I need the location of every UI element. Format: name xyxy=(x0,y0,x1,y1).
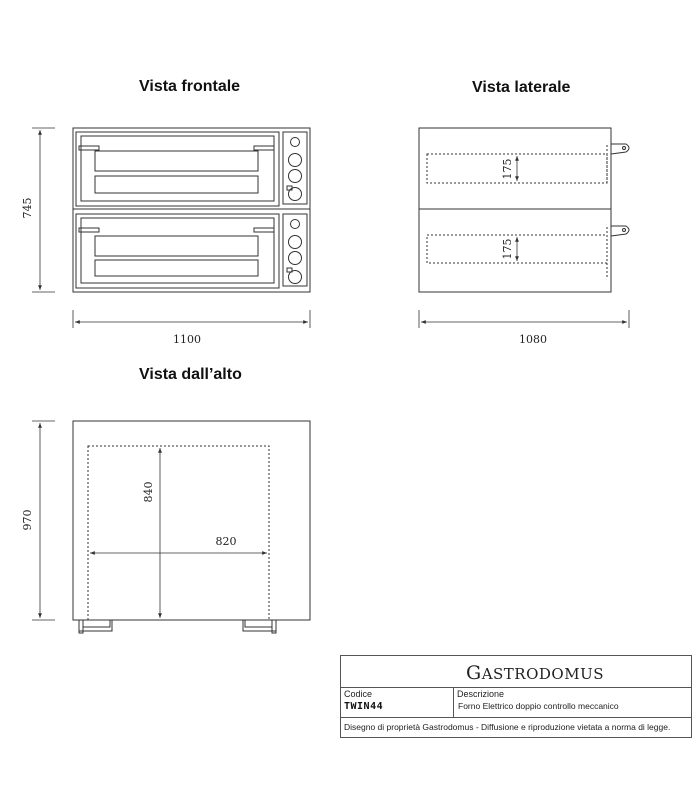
side-depth-dimension xyxy=(419,310,629,328)
top-depth-dimension xyxy=(32,421,55,620)
front-width-label: 1100 xyxy=(173,333,201,346)
front-feet xyxy=(79,620,276,633)
code-value: TWIN44 xyxy=(344,701,384,712)
description-value: Forno Elettrico doppio controllo meccanico xyxy=(458,701,619,711)
side-view xyxy=(419,128,629,292)
front-width-dimension xyxy=(73,310,310,328)
code-label: Codice xyxy=(344,689,373,699)
title-block xyxy=(340,655,692,738)
front-height-dimension xyxy=(32,128,55,292)
upper-oven-door xyxy=(76,132,279,206)
code-cell xyxy=(341,687,454,717)
chamber-width-label: 820 xyxy=(215,535,237,548)
upper-chamber-height-label: 175 xyxy=(501,158,514,180)
lower-oven-door xyxy=(76,214,279,288)
front-view-title: Vista frontale xyxy=(139,78,241,95)
side-view-title: Vista laterale xyxy=(472,79,571,96)
top-view xyxy=(73,421,310,633)
top-view-title: Vista dall’alto xyxy=(139,366,242,383)
description-label: Descrizione xyxy=(457,689,505,699)
lower-chamber-height-label: 175 xyxy=(501,238,514,260)
ownership-notice: Disegno di proprietà Gastrodomus - Diffusione e riproduzione vietata a norma di legge. xyxy=(344,722,671,732)
front-height-label: 745 xyxy=(21,197,34,219)
side-depth-label: 1080 xyxy=(519,333,547,346)
chamber-depth-label: 840 xyxy=(142,481,155,503)
brand-logo-initial: G xyxy=(466,662,482,684)
front-view xyxy=(73,128,310,292)
top-depth-label: 970 xyxy=(21,509,34,531)
brand-logo-text: ASTRODOMUS xyxy=(481,665,604,683)
title-block-info-row xyxy=(341,687,691,718)
title-block-logo-row xyxy=(341,656,691,688)
description-cell xyxy=(454,687,691,717)
brand-logo xyxy=(466,662,604,684)
